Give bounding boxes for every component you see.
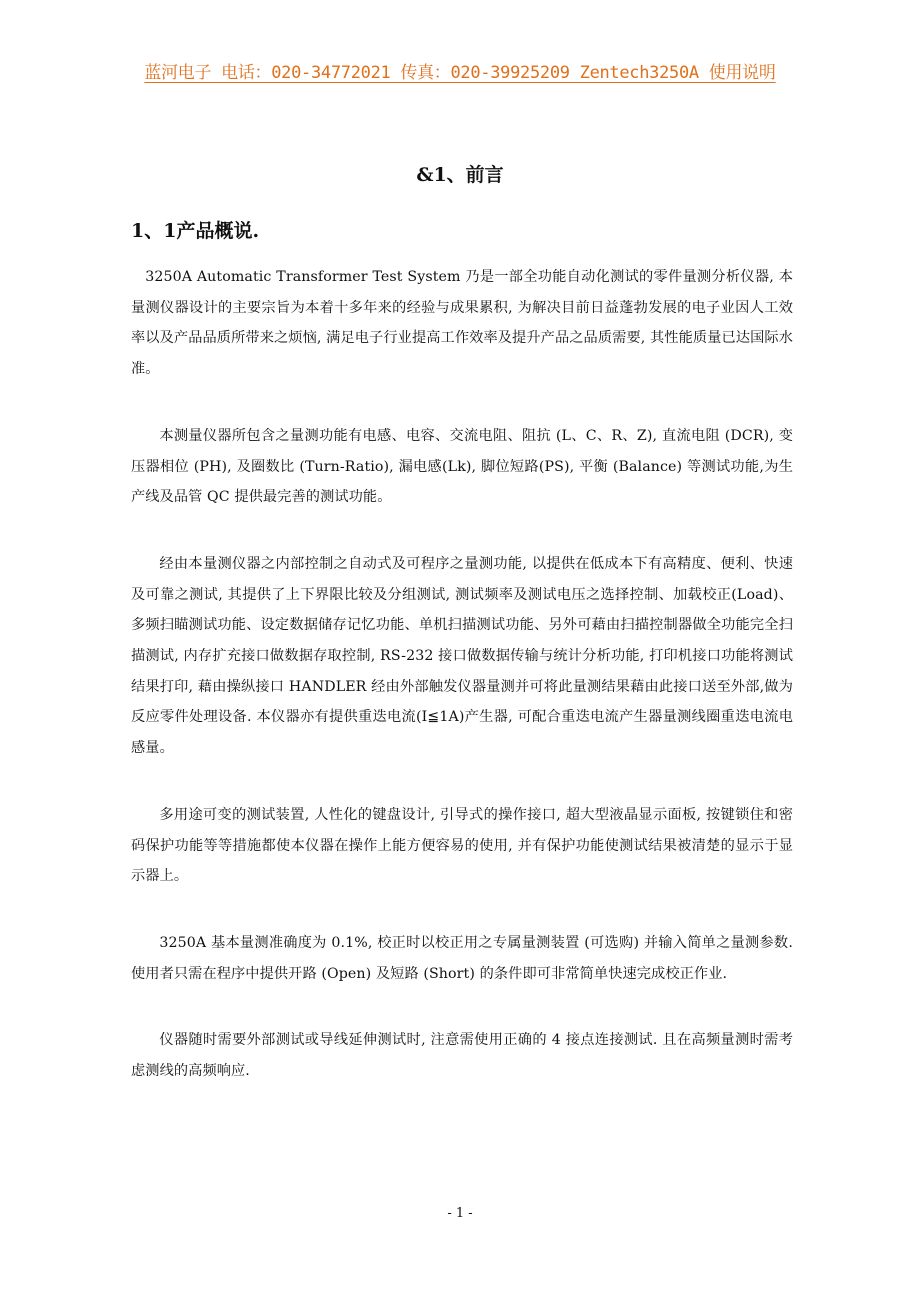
document-header: 蓝河电子 电话：020-34772021 传真：020-39925209 Zentech3250A 使用说明	[144, 63, 776, 83]
paragraph-functions: 本测量仪器所包含之量测功能有电感、电容、交流电阻、阻抗 (L、C、R、Z), 直流电阻 (DCR), 变压器相位 (PH), 及圈数比 (Turn-Ratio), 漏电感(Lk), 脚位短路(PS), 平衡 (Balance) 等测试功能,为生产线及品管 QC 提供最完善的测试功能。	[131, 427, 793, 506]
section-title: &1、前言	[416, 164, 504, 186]
paragraph-connection: 仪器随时需要外部测试或导线延伸测试时, 注意需使用正确的 4 接点连接测试. 且在高频量测时需考虑测线的高频响应.	[131, 1032, 793, 1080]
paragraph-overview: 3250A Automatic Transformer Test System 乃是一部全功能自动化测试的零件量测分析仪器, 本量测仪器设计的主要宗旨为本着十多年来的经验与成果累积, 为解决目前日益蓬勃发展的电子业因人工效率以及产品品质所带来之烦恼, 满足电子行业提高工作效率及提升产品之品质需要, 其性能质量已达国际水准。	[131, 269, 793, 378]
paragraph-usability: 多用途可变的测试装置, 人性化的键盘设计, 引导式的操作接口, 超大型液晶显示面板, 按键锁住和密码保护功能等等措施都使本仪器在操作上能方便容易的使用, 并有保护功能使测试结果被清楚的显示于显示器上。	[131, 806, 793, 885]
paragraph-accuracy: 3250A 基本量测准确度为 0.1%, 校正时以校正用之专属量测装置 (可选购) 并输入简单之量测参数. 使用者只需在程序中提供开路 (Open) 及短路 (Short) 的条件即可非常简单快速完成校正作业.	[131, 934, 793, 982]
subsection-title: 1、1产品概说.	[131, 220, 260, 242]
body-content	[131, 262, 793, 1123]
paragraph-control: 经由本量测仪器之内部控制之自动式及可程序之量测功能, 以提供在低成本下有高精度、便利、快速及可靠之测试, 其提供了上下界限比较及分组测试, 测试频率及测试电压之选择控制、加载校正(Load)、多频扫瞄测试功能、设定数据储存记忆功能、单机扫描测试功能、另外可藉由扫描控制器做全功能完全扫描测试, 内存扩充接口做数据存取控制, RS-232 接口做数据传输与统计分析功能, 打印机接口功能将测试结果打印, 藉由操纵接口 HANDLER 经由外部触发仪器量测并可将此量测结果藉由此接口送至外部,做为反应零件处理设备. 本仪器亦有提供重迭电流(I≦1A)产生器, 可配合重迭电流产生器量测线圈重迭电流电感量。	[131, 555, 793, 757]
page-number: - 1 -	[447, 1206, 473, 1221]
